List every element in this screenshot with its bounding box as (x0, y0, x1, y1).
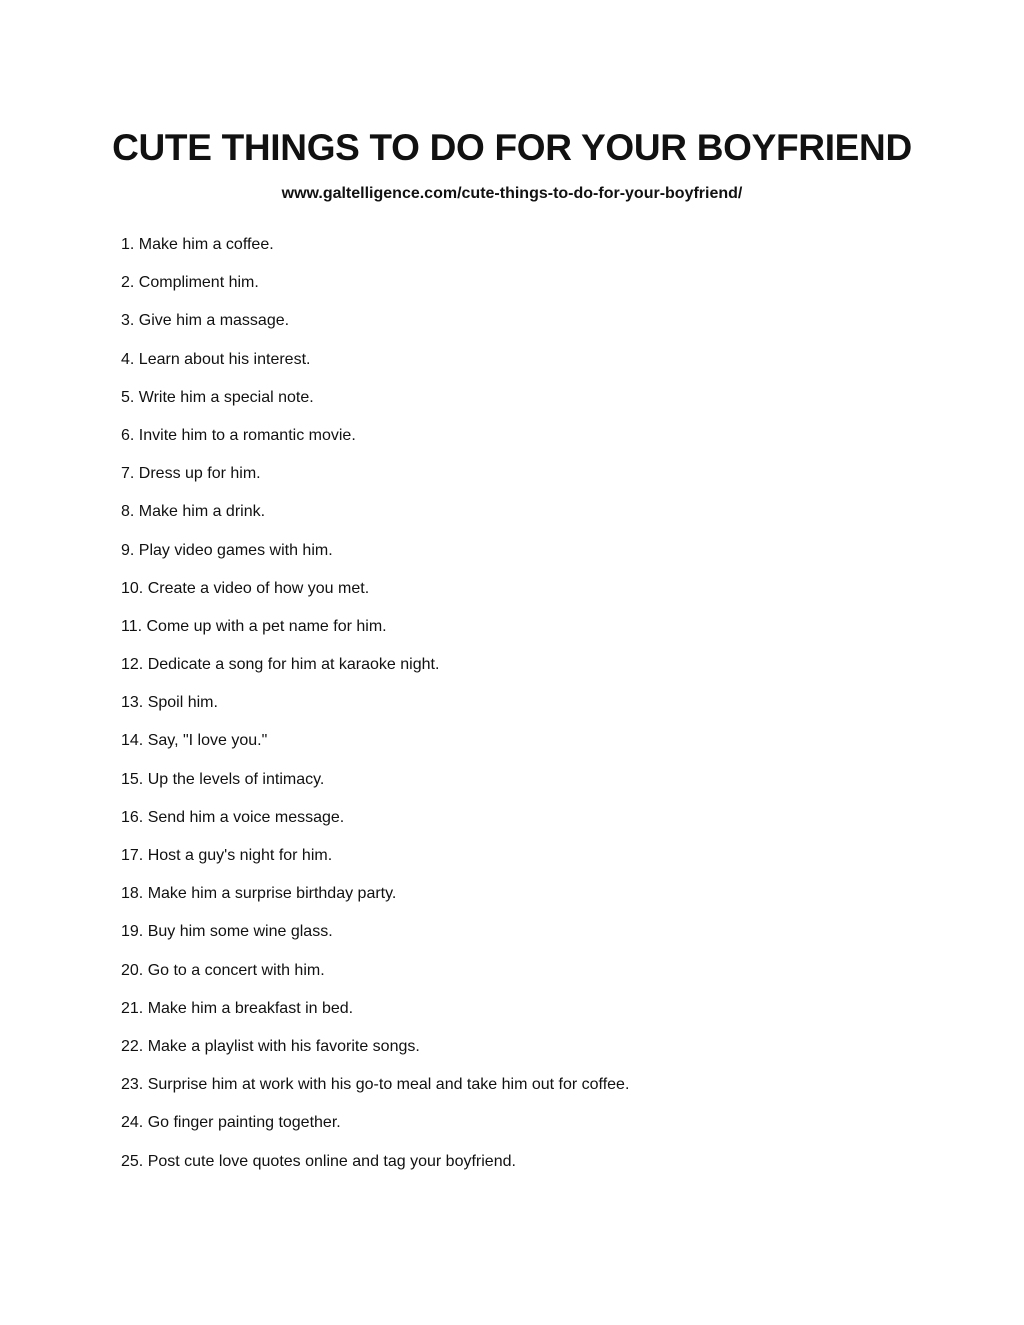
list-item: 10. Create a video of how you met. (121, 579, 370, 597)
list-item: 1. Make him a coffee. (121, 236, 274, 253)
list-item: 23. Surprise him at work with his go-to meal and take him out for coffee. (121, 1076, 630, 1094)
source-url: www.galtelligence.com/cute-things-to-do-for-your-boyfriend/ (281, 185, 743, 202)
list-item: 4. Learn about his interest. (121, 350, 311, 368)
list-item: 6. Invite him to a romantic movie. (121, 426, 356, 444)
list-item: 2. Compliment him. (121, 274, 259, 292)
list-item: 8. Make him a drink. (121, 503, 266, 521)
list-item: 21. Make him a breakfast in bed. (121, 999, 354, 1017)
list-item: 7. Dress up for him. (121, 465, 261, 483)
list-item: 5. Write him a special note. (121, 388, 314, 406)
list-item: 11. Come up with a pet name for him. (121, 617, 387, 635)
list-item: 20. Go to a concert with him. (121, 961, 325, 979)
list-item: 25. Post cute love quotes online and tag your boyfriend. (121, 1152, 516, 1170)
ideas-list (121, 233, 629, 1188)
list-item: 9. Play video games with him. (121, 541, 333, 559)
page-title: CUTE THINGS TO DO FOR YOUR BOYFRIEND (112, 127, 912, 168)
list-item: 3. Give him a massage. (121, 312, 290, 330)
list-item: 24. Go finger painting together. (121, 1114, 341, 1132)
list-item: 14. Say, "I love you." (121, 732, 268, 750)
list-item: 13. Spoil him. (121, 694, 218, 712)
list-item: 12. Dedicate a song for him at karaoke night. (121, 656, 440, 674)
list-item: 18. Make him a surprise birthday party. (121, 885, 397, 903)
list-item: 16. Send him a voice message. (121, 808, 345, 826)
list-item: 22. Make a playlist with his favorite songs. (121, 1037, 420, 1055)
list-item: 19. Buy him some wine glass. (121, 923, 333, 941)
list-item: 17. Host a guy's night for him. (121, 847, 333, 864)
list-item: 15. Up the levels of intimacy. (121, 770, 325, 788)
